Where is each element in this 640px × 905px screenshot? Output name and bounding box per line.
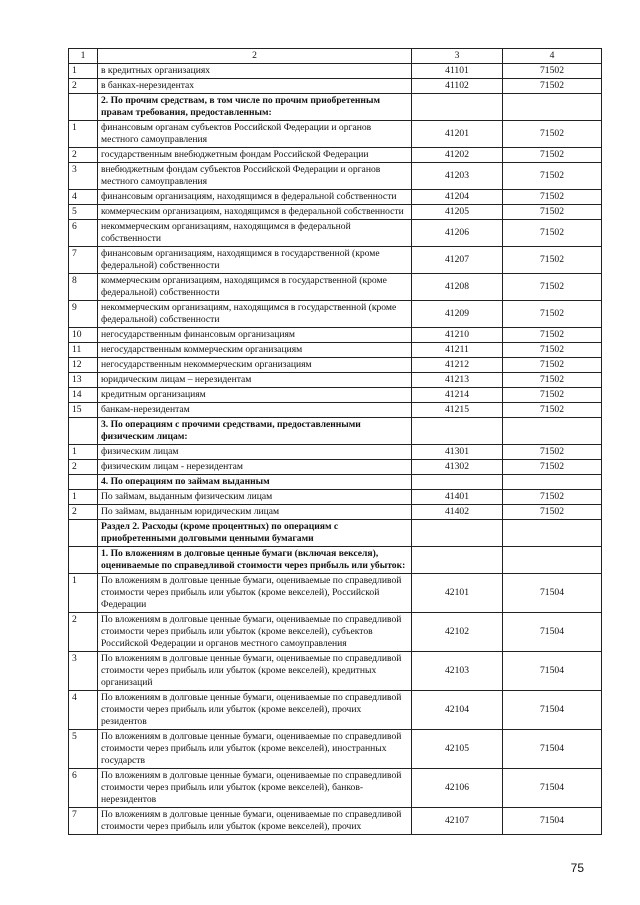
row-description: юридическим лицам – нерезидентам: [98, 373, 412, 388]
row-code: 42104: [412, 691, 503, 730]
section-heading: 1. По вложениям в долговые ценные бумаги (включая векселя), оцениваемые по справедливой стоимости через прибыль или убыток:: [98, 547, 412, 574]
row-description: По вложениям в долговые ценные бумаги, оцениваемые по справедливой стоимости через прибыль или убыток (кроме векселей), кредитных организаций: [98, 652, 412, 691]
row-description: По вложениям в долговые ценные бумаги, оцениваемые по справедливой стоимости через прибыль или убыток (кроме векселей), субъектов Российской Федерации и органов местного самоуправления: [98, 613, 412, 652]
row-description: По вложениям в долговые ценные бумаги, оцениваемые по справедливой стоимости через прибыль или убыток (кроме векселей), прочих резидентов: [98, 691, 412, 730]
table-row: [69, 445, 602, 460]
row-number: 5: [69, 205, 98, 220]
header-col-1: 1: [69, 49, 98, 64]
row-kosgu: [503, 475, 602, 490]
row-description: коммерческим организациям, находящимся в государственной (кроме федеральной) собственности: [98, 274, 412, 301]
row-kosgu: 71504: [503, 574, 602, 613]
table-row: [69, 247, 602, 274]
row-number: 1: [69, 445, 98, 460]
row-kosgu: 71504: [503, 769, 602, 808]
table-row: [69, 121, 602, 148]
row-description: финансовым органам субъектов Российской Федерации и органов местного самоуправления: [98, 121, 412, 148]
section-heading-row: [69, 520, 602, 547]
row-number: 1: [69, 64, 98, 79]
row-kosgu: 71502: [503, 79, 602, 94]
row-code: 41102: [412, 79, 503, 94]
row-number: [69, 475, 98, 490]
row-kosgu: 71502: [503, 388, 602, 403]
page-number: 75: [570, 861, 584, 875]
table-header-row: [69, 49, 602, 64]
row-description: По вложениям в долговые ценные бумаги, оцениваемые по справедливой стоимости через прибыль или убыток (кроме векселей), Российской Федерации: [98, 574, 412, 613]
row-number: 5: [69, 730, 98, 769]
row-number: 13: [69, 373, 98, 388]
row-code: [412, 547, 503, 574]
row-code: 41204: [412, 190, 503, 205]
table-row: [69, 274, 602, 301]
row-code: 42103: [412, 652, 503, 691]
row-description: банкам-нерезидентам: [98, 403, 412, 418]
row-description: некоммерческим организациям, находящимся в федеральной собственности: [98, 220, 412, 247]
table-row: [69, 343, 602, 358]
row-code: 42101: [412, 574, 503, 613]
section-heading-row: [69, 547, 602, 574]
section-heading: 2. По прочим средствам, в том числе по прочим приобретенным правам требования, предоставленным:: [98, 94, 412, 121]
row-kosgu: 71504: [503, 808, 602, 835]
row-kosgu: 71502: [503, 373, 602, 388]
section-heading: Раздел 2. Расходы (кроме процентных) по операциям с приобретенными долговыми ценными бумагами: [98, 520, 412, 547]
table-row: [69, 574, 602, 613]
row-description: финансовым организациям, находящимся в государственной (кроме федеральной) собственности: [98, 247, 412, 274]
row-kosgu: 71502: [503, 148, 602, 163]
row-number: 7: [69, 247, 98, 274]
table-row: [69, 403, 602, 418]
row-description: коммерческим организациям, находящимся в федеральной собственности: [98, 205, 412, 220]
table-row: [69, 388, 602, 403]
table-row: [69, 808, 602, 835]
row-code: 41203: [412, 163, 503, 190]
row-number: 12: [69, 358, 98, 373]
row-description: негосударственным некоммерческим организациям: [98, 358, 412, 373]
row-kosgu: [503, 418, 602, 445]
table-row: [69, 358, 602, 373]
table-row: [69, 301, 602, 328]
row-number: [69, 520, 98, 547]
row-description: По займам, выданным физическим лицам: [98, 490, 412, 505]
row-code: 41205: [412, 205, 503, 220]
header-col-4: 4: [503, 49, 602, 64]
row-number: 14: [69, 388, 98, 403]
row-kosgu: [503, 94, 602, 121]
table-row: [69, 490, 602, 505]
row-code: 41206: [412, 220, 503, 247]
row-description: финансовым организациям, находящимся в федеральной собственности: [98, 190, 412, 205]
table-row: [69, 769, 602, 808]
table-row: [69, 190, 602, 205]
table-row: [69, 205, 602, 220]
table-row: [69, 220, 602, 247]
row-code: [412, 418, 503, 445]
row-code: 42107: [412, 808, 503, 835]
row-number: 2: [69, 79, 98, 94]
row-kosgu: 71502: [503, 301, 602, 328]
table-row: [69, 730, 602, 769]
row-number: [69, 94, 98, 121]
row-description: По вложениям в долговые ценные бумаги, оцениваемые по справедливой стоимости через прибыль или убыток (кроме векселей), иностранных государств: [98, 730, 412, 769]
row-number: 1: [69, 490, 98, 505]
row-kosgu: 71502: [503, 403, 602, 418]
row-code: 41213: [412, 373, 503, 388]
row-number: [69, 418, 98, 445]
row-kosgu: 71502: [503, 328, 602, 343]
table-row: [69, 328, 602, 343]
row-number: 8: [69, 274, 98, 301]
row-code: 41209: [412, 301, 503, 328]
row-code: 41202: [412, 148, 503, 163]
row-number: 4: [69, 190, 98, 205]
header-col-2: 2: [98, 49, 412, 64]
row-description: негосударственным финансовым организациям: [98, 328, 412, 343]
table-row: [69, 613, 602, 652]
table-row: [69, 163, 602, 190]
row-kosgu: 71502: [503, 490, 602, 505]
row-kosgu: 71504: [503, 613, 602, 652]
row-kosgu: 71504: [503, 691, 602, 730]
row-kosgu: 71502: [503, 64, 602, 79]
row-code: 41215: [412, 403, 503, 418]
row-description: кредитным организациям: [98, 388, 412, 403]
row-number: 7: [69, 808, 98, 835]
table-row: [69, 652, 602, 691]
row-code: 41201: [412, 121, 503, 148]
row-number: 6: [69, 769, 98, 808]
row-number: 2: [69, 505, 98, 520]
row-kosgu: 71502: [503, 121, 602, 148]
row-code: 41302: [412, 460, 503, 475]
row-description: По вложениям в долговые ценные бумаги, оцениваемые по справедливой стоимости через прибыль или убыток (кроме векселей), прочих: [98, 808, 412, 835]
row-code: 41401: [412, 490, 503, 505]
section-heading-row: [69, 94, 602, 121]
row-kosgu: 71502: [503, 505, 602, 520]
section-heading-row: [69, 418, 602, 445]
row-description: По займам, выданным юридическим лицам: [98, 505, 412, 520]
row-code: [412, 94, 503, 121]
row-number: 6: [69, 220, 98, 247]
table-row: [69, 79, 602, 94]
row-kosgu: 71502: [503, 205, 602, 220]
row-number: 4: [69, 691, 98, 730]
row-code: 42105: [412, 730, 503, 769]
table-row: [69, 505, 602, 520]
document-page: [68, 48, 602, 835]
row-code: 41402: [412, 505, 503, 520]
row-description: физическим лицам: [98, 445, 412, 460]
row-number: [69, 547, 98, 574]
row-number: 3: [69, 652, 98, 691]
table-row: [69, 460, 602, 475]
section-heading-row: [69, 475, 602, 490]
row-kosgu: [503, 547, 602, 574]
row-description: внебюджетным фондам субъектов Российской Федерации и органов местного самоуправления: [98, 163, 412, 190]
row-number: 2: [69, 148, 98, 163]
row-code: 41212: [412, 358, 503, 373]
row-description: некоммерческим организациям, находящимся в государственной (кроме федеральной) собственности: [98, 301, 412, 328]
row-kosgu: 71502: [503, 343, 602, 358]
row-description: в банках-нерезидентах: [98, 79, 412, 94]
section-heading: 4. По операциям по займам выданным: [98, 475, 412, 490]
row-number: 2: [69, 460, 98, 475]
row-kosgu: 71502: [503, 274, 602, 301]
row-number: 11: [69, 343, 98, 358]
section-heading: 3. По операциям с прочими средствами, предоставленными физическим лицам:: [98, 418, 412, 445]
row-code: 41210: [412, 328, 503, 343]
row-number: 9: [69, 301, 98, 328]
row-number: 1: [69, 574, 98, 613]
row-code: 41207: [412, 247, 503, 274]
table-row: [69, 373, 602, 388]
row-number: 1: [69, 121, 98, 148]
row-description: негосударственным коммерческим организациям: [98, 343, 412, 358]
row-kosgu: 71502: [503, 220, 602, 247]
row-description: в кредитных организациях: [98, 64, 412, 79]
row-kosgu: 71502: [503, 445, 602, 460]
table-row: [69, 148, 602, 163]
row-description: государственным внебюджетным фондам Российской Федерации: [98, 148, 412, 163]
row-kosgu: 71502: [503, 247, 602, 274]
header-col-3: 3: [412, 49, 503, 64]
table-row: [69, 691, 602, 730]
row-number: 15: [69, 403, 98, 418]
row-code: 41211: [412, 343, 503, 358]
row-kosgu: 71504: [503, 652, 602, 691]
row-code: 41101: [412, 64, 503, 79]
row-code: [412, 520, 503, 547]
table-row: [69, 64, 602, 79]
row-code: 42106: [412, 769, 503, 808]
accounts-table: [68, 48, 602, 835]
row-kosgu: 71502: [503, 163, 602, 190]
row-code: 41214: [412, 388, 503, 403]
row-code: [412, 475, 503, 490]
row-kosgu: [503, 520, 602, 547]
row-kosgu: 71504: [503, 730, 602, 769]
row-code: 42102: [412, 613, 503, 652]
row-description: физическим лицам - нерезидентам: [98, 460, 412, 475]
row-number: 3: [69, 163, 98, 190]
row-number: 10: [69, 328, 98, 343]
row-description: По вложениям в долговые ценные бумаги, оцениваемые по справедливой стоимости через прибыль или убыток (кроме векселей), банков-нерезидентов: [98, 769, 412, 808]
row-kosgu: 71502: [503, 358, 602, 373]
row-code: 41208: [412, 274, 503, 301]
row-kosgu: 71502: [503, 460, 602, 475]
row-kosgu: 71502: [503, 190, 602, 205]
row-code: 41301: [412, 445, 503, 460]
row-number: 2: [69, 613, 98, 652]
